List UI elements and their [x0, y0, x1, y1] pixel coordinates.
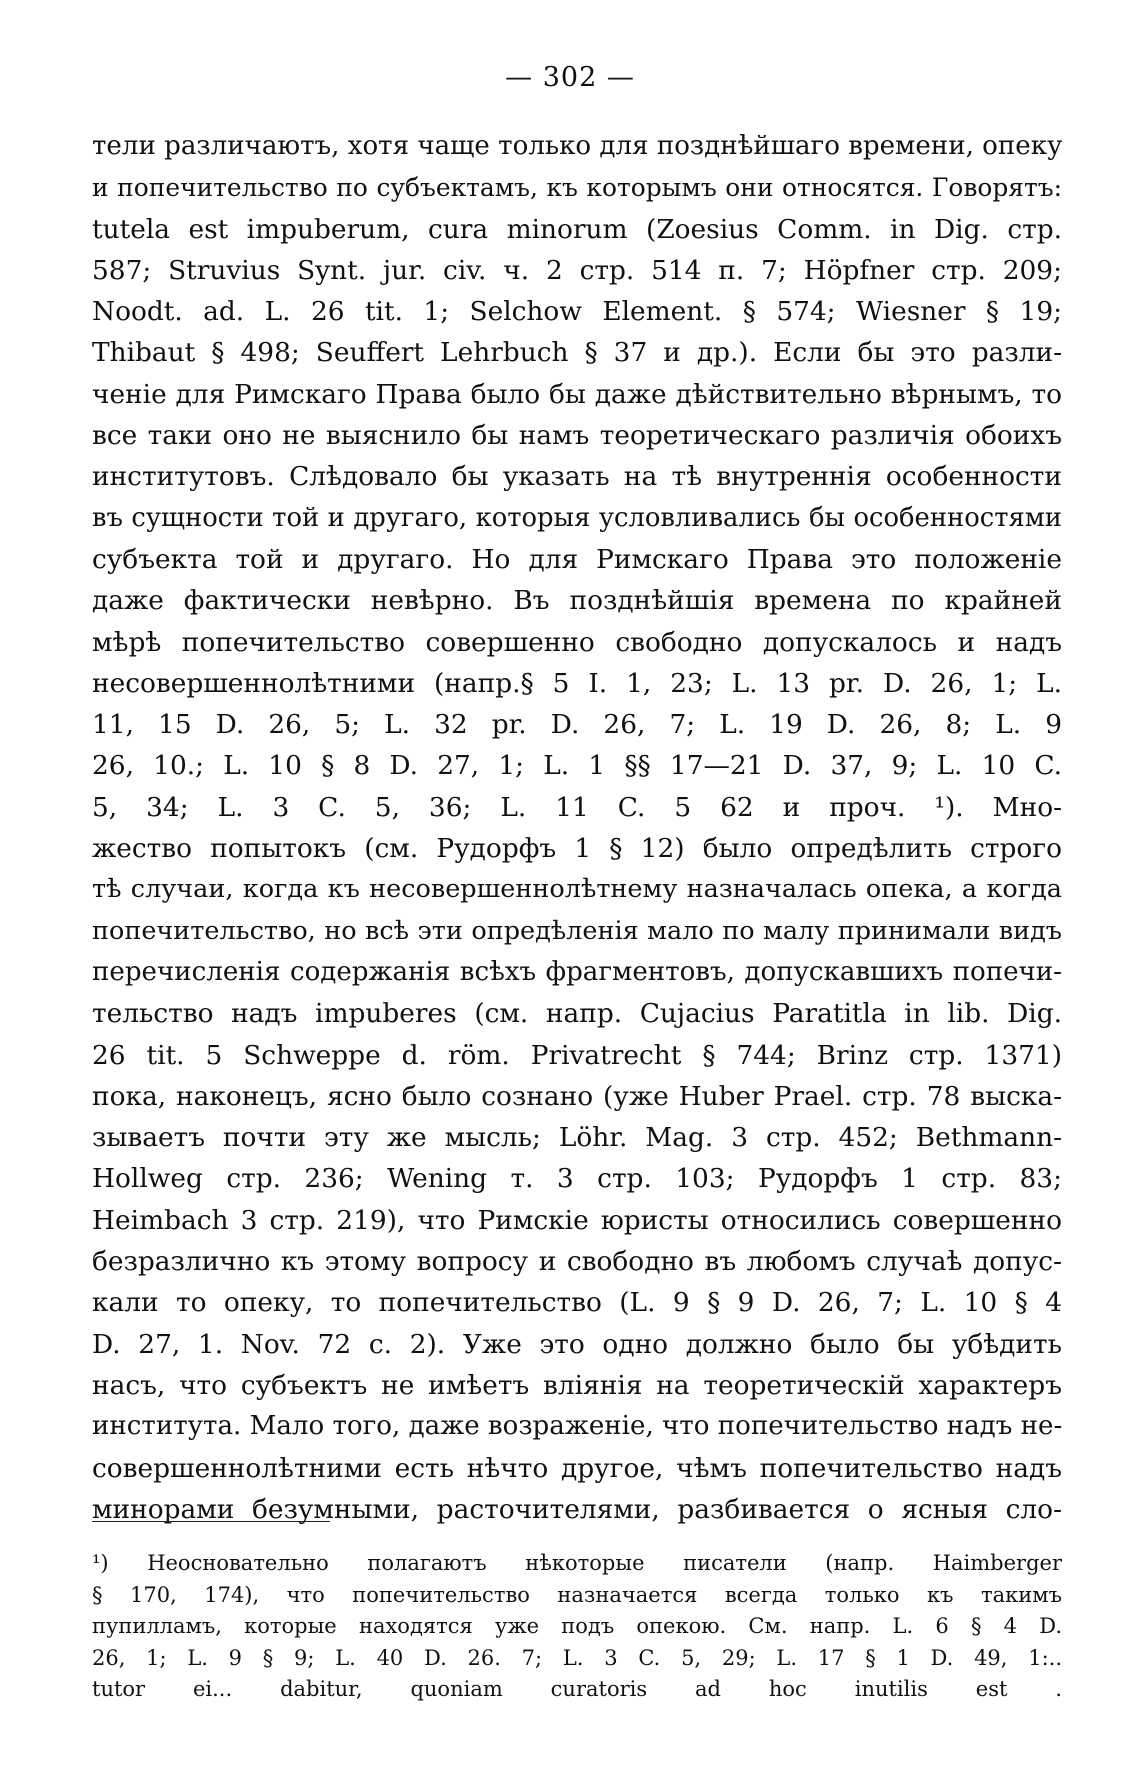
footnote-line: пупилламъ, которые находятся уже подъ опекою. См. напр. L. 6 § 4 D. — [92, 1614, 1062, 1638]
text-line: тели различаютъ, хотя чаще только для позднѣйшаго времени, опеку — [92, 131, 1063, 161]
text-line: минорами безумными, расточителями, разбивается о ясныя сло- — [92, 1493, 1062, 1525]
text-line: насъ, что субъектъ не имѣетъ вліянія на теоретическій характеръ — [92, 1369, 1062, 1401]
text-line: тѣ случаи, когда къ несовершеннолѣтнему назначалась опека, а когда — [92, 874, 1062, 905]
text-line: кали то опеку, то попечительство (L. 9 § 9 D. 26, 7; L. 10 § 4 — [92, 1287, 1062, 1319]
text-line: Hollweg стр. 236; Wening т. 3 стр. 103; Рудорфъ 1 стр. 83; — [92, 1163, 1062, 1195]
text-line: tutela est impuberum, cura minorum (Zoesius Comm. in Dig. стр. — [92, 213, 1062, 245]
text-line: 26 tit. 5 Schweppe d. röm. Privatrecht § 744; Brinz стр. 1371) — [92, 1039, 1062, 1071]
footnote-line: § 170, 174), что попечительство назначается всегда только къ такимъ — [92, 1582, 1062, 1607]
text-line: 11, 15 D. 26, 5; L. 32 pr. D. 26, 7; L. 19 D. 26, 8; L. 9 — [92, 709, 1062, 741]
text-line: института. Мало того, даже возраженіе, что попечительство надъ не- — [92, 1411, 1063, 1442]
text-line: перечисленія содержанія всѣхъ фрагментовъ, допускавшихъ попечи- — [92, 956, 1062, 987]
footnote-line: ¹) Неосновательно полагаютъ нѣкоторые писатели (напр. Haimberger — [92, 1551, 1062, 1575]
text-line: пока, наконецъ, ясно было сознано (уже Huber Prael. стр. 78 выска- — [92, 1080, 1062, 1112]
text-line: Thibaut § 498; Seuffert Lehrbuch § 37 и др.). Если бы это разли- — [92, 337, 1062, 369]
text-line: 5, 34; L. 3 C. 5, 36; L. 11 C. 5 62 и проч. ¹). Мно- — [92, 791, 1062, 823]
text-line: тельство надъ impuberes (см. напр. Cujacius Paratitla in lib. Dig. — [92, 998, 1062, 1030]
text-line: даже фактически невѣрно. Въ позднѣйшія времена по крайней — [92, 585, 1062, 617]
text-line: институтовъ. Слѣдовало бы указать на тѣ внутреннія особенности — [92, 461, 1062, 493]
text-line: 26, 10.; L. 10 § 8 D. 27, 1; L. 1 §§ 17—21 D. 37, 9; L. 10 C. — [92, 750, 1062, 782]
text-line: Heimbach 3 стр. 219), что Римскіе юристы относились совершенно — [92, 1204, 1062, 1236]
footnotes — [92, 1548, 1062, 1706]
text-line: субъекта той и другаго. Но для Римскаго Права это положеніе — [92, 543, 1062, 575]
text-line: жество попытокъ (см. Рудорфъ 1 § 12) было опредѣлить строго — [92, 833, 1062, 865]
text-line: совершеннолѣтними есть нѣчто другое, чѣмъ попечительство надъ — [92, 1452, 1062, 1484]
text-line: несовершеннолѣтними (напр.§ 5 I. 1, 23; L. 13 pr. D. 26, 1; L. — [92, 667, 1062, 699]
text-line: безразлично къ этому вопросу и свободно въ любомъ случаѣ допус- — [92, 1246, 1062, 1278]
footnote-line: 26, 1; L. 9 § 9; L. 40 D. 26. 7; L. 3 C. 5, 29; L. 17 § 1 D. 49, 1:.. — [92, 1645, 1062, 1670]
text-line: Noodt. ad. L. 26 tit. 1; Selchow Element. § 574; Wiesner § 19; — [92, 296, 1062, 328]
text-line: все таки оно не выяснило бы намъ теоретическаго различія обоихъ — [92, 420, 1062, 452]
text-line: зываетъ почти эту же мысль; Löhr. Mag. 3 стр. 452; Bethmann- — [92, 1122, 1062, 1154]
text-line: D. 27, 1. Nov. 72 c. 2). Уже это одно должно было бы убѣдить — [92, 1328, 1062, 1360]
text-line: мѣрѣ попечительство совершенно свободно допускалось и надъ — [92, 626, 1062, 658]
text-line: въ сущности той и другаго, которыя условливались бы особенностями — [92, 502, 1062, 533]
text-line: попечительство, но всѣ эти опредѣленія мало по малу принимали видъ — [92, 915, 1062, 946]
footnote-divider — [92, 1521, 330, 1522]
text-line: 587; Struvius Synt. jur. civ. ч. 2 стр. 514 п. 7; Höpfner стр. 209; — [92, 254, 1062, 286]
text-line: и попечительство по субъектамъ, къ которымъ они относятся. Говорятъ: — [92, 173, 1062, 203]
main-text — [92, 126, 1062, 1530]
text-line: ченіе для Римскаго Права было бы даже дѣйствительно вѣрнымъ, то — [92, 378, 1062, 410]
page-number: — 302 — — [505, 62, 635, 93]
footnote-line: tutor ei... dabitur, quoniam curatoris ad hoc inutilis est . — [92, 1677, 1062, 1701]
